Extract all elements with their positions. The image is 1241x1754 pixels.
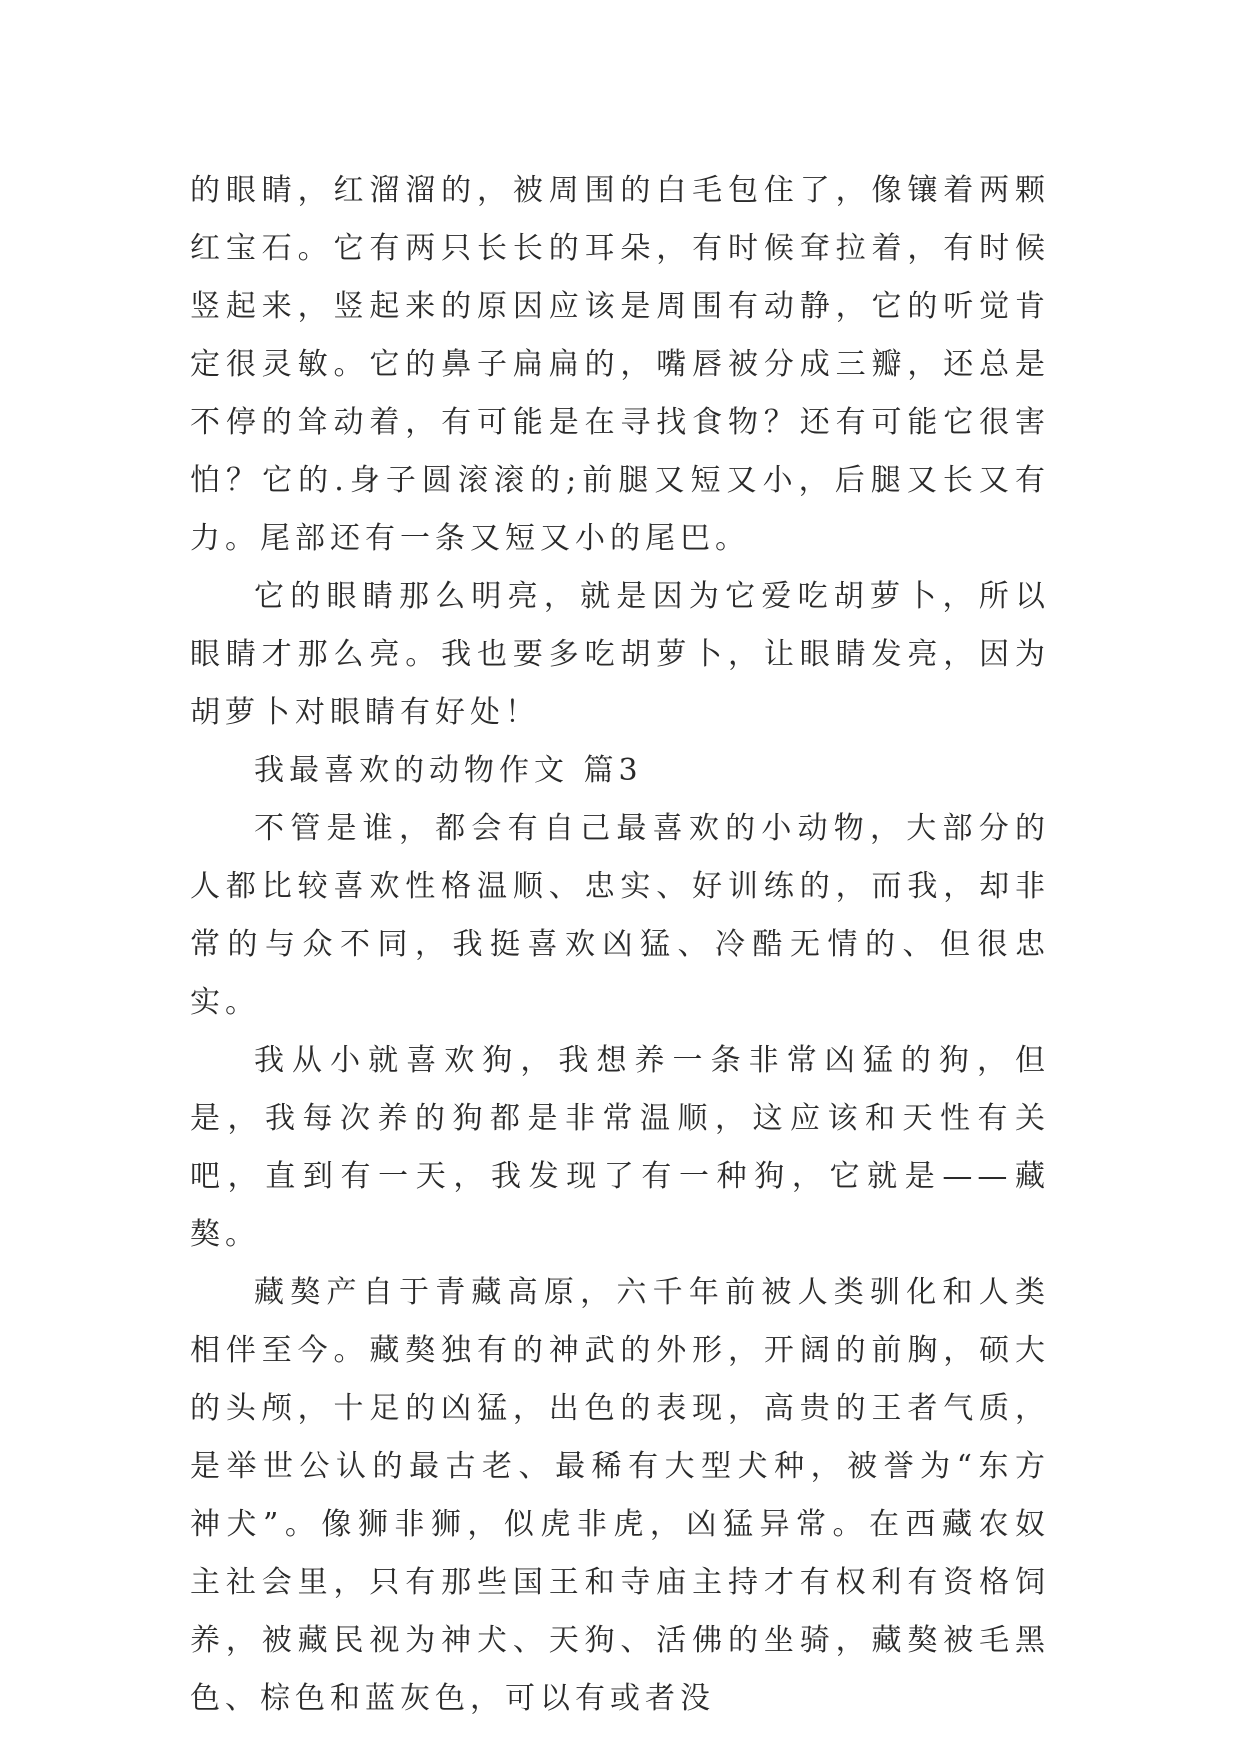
paragraph-rabbit-description: 的眼睛，红溜溜的，被周围的白毛包住了，像镶着两颗红宝石。它有两只长长的耳朵，有时候耷拉着，有时候竖起来，竖起来的原因应该是周围有动静，它的听觉肯定很灵敏。它的鼻子扁扁的，嘴唇被分成三瓣，还总是不停的耸动着，有可能是在寻找食物？还有可能它很害怕？它的.身子圆滚滚的;前腿又短又小，后腿又长又有力。尾部还有一条又短又小的尾巴。 (190, 173, 1050, 556)
section-heading: 我最喜欢的动物作文 篇3 (254, 753, 643, 788)
paragraph-intro: 不管是谁，都会有自己最喜欢的小动物，大部分的人都比较喜欢性格温顺、忠实、好训练的，而我，却非常的与众不同，我挺喜欢凶猛、冷酷无情的、但很忠实。 (190, 811, 1050, 1020)
paragraph-tibetan-mastiff: 藏獒产自于青藏高原，六千年前被人类驯化和人类相伴至今。藏獒独有的神武的外形，开阔的前胸，硕大的头颅，十足的凶猛，出色的表现，高贵的王者气质，是举世公认的最古老、最稀有大型犬种，被誉为“东方神犬”。像狮非狮，似虎非虎，凶猛异常。在西藏农奴主社会里，只有那些国王和寺庙主持才有权利有资格饲养，被藏民视为神犬、天狗、活佛的坐骑，藏獒被毛黑色、棕色和蓝灰色，可以有或者没 (190, 1275, 1050, 1716)
paragraph-dog: 我从小就喜欢狗，我想养一条非常凶猛的狗，但是，我每次养的狗都是非常温顺，这应该和天性有关吧，直到有一天，我发现了有一种狗，它就是——藏獒。 (190, 1043, 1050, 1252)
paragraph-carrot: 它的眼睛那么明亮，就是因为它爱吃胡萝卜，所以眼睛才那么亮。我也要多吃胡萝卜，让眼睛发亮，因为胡萝卜对眼睛有好处！ (190, 579, 1050, 730)
document-body (190, 162, 1050, 1728)
